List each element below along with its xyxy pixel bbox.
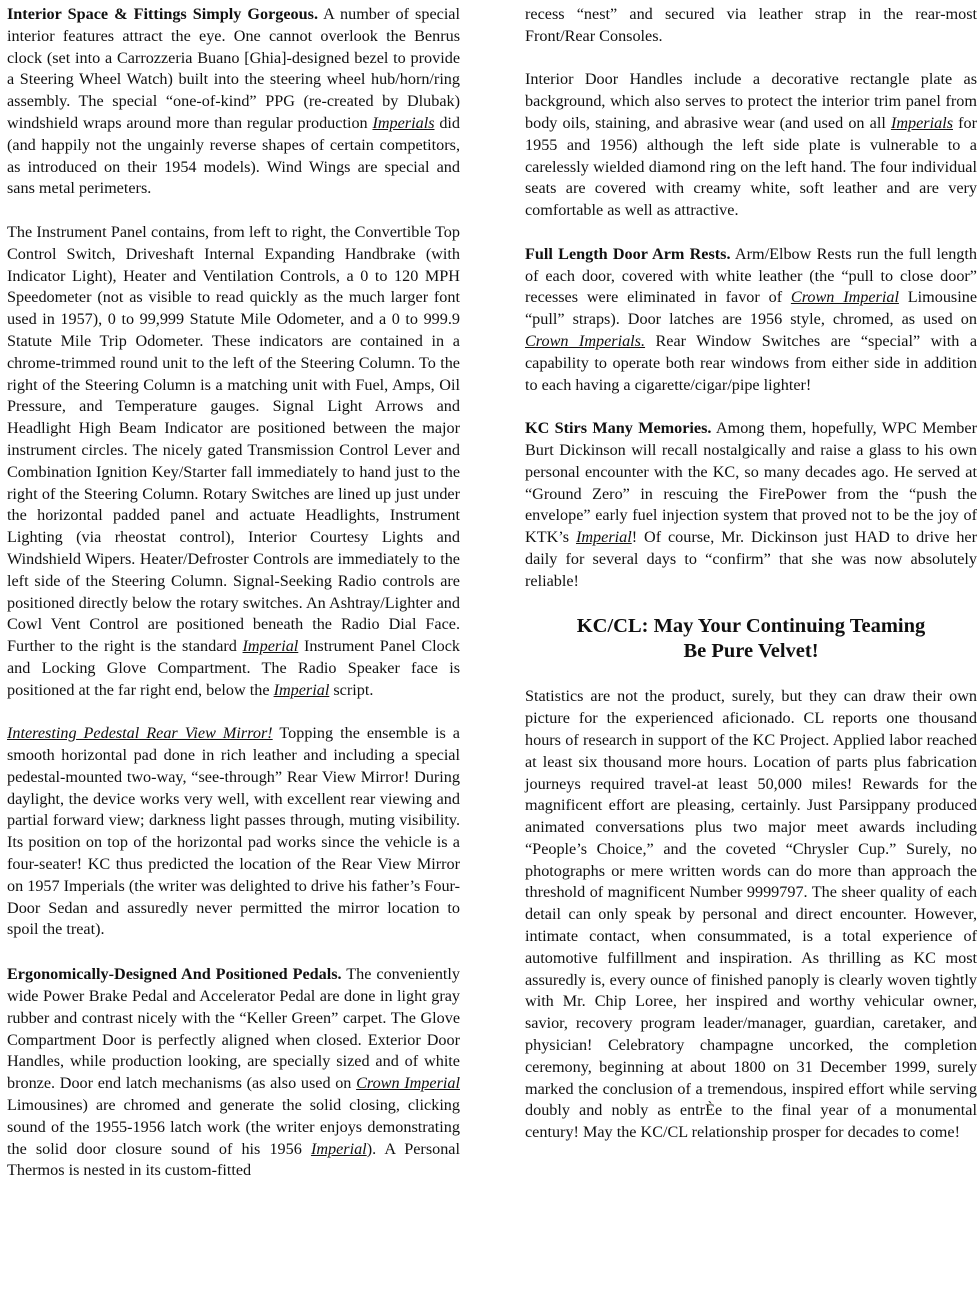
- text-segment: Instrument Panel Clock and Locking Glove Compartment. The Radio Speaker face is positioned at the far right end, below the: [7, 637, 461, 699]
- lead-pedals: Ergonomically-Designed And Positioned Pedals.: [7, 965, 342, 984]
- lead-memories: KC Stirs Many Memories.: [525, 419, 712, 438]
- underlined-term: Crown Imperials.: [525, 331, 646, 350]
- paragraph-arm-rests: [525, 244, 977, 397]
- underlined-term: Crown Imperial: [356, 1074, 460, 1093]
- text-segment: for 1955 and 1956) although the left side plate is vulnerable to a carelessly wielded diamond ring on the left hand. The four individual seats are covered with creamy white, soft leather and are very comfortable as well as attractive.: [525, 113, 978, 220]
- underlined-term: Imperial: [273, 680, 330, 699]
- text-segment: Rear Window Switches are “special” with a capability to operate both rear windows from either side in addition to each having a cigarette/cigar/pipe lighter!: [525, 331, 977, 394]
- underlined-term: Imperial: [242, 637, 299, 656]
- left-column: [7, 4, 460, 1204]
- text-segment: The conveniently wide Power Brake Pedal and Accelerator Pedal are done in light gray rubber and contrast nicely with the “Keller Green” carpet. The Glove Compartment Door is perfectly aligned when closed. Exterior Door Handles, while production looking, are specially sized and of white bronze. Door end latch mechanisms (as also used on: [7, 965, 461, 1093]
- section-heading: [525, 614, 977, 664]
- heading-line-2: Be Pure Velvet!: [683, 640, 819, 663]
- text-segment: Limousines) are chromed and generate the solid closing, clicking sound of the 1955-1956 latch work (the writer enjoys demonstrating the solid door closure sound of his 1956: [7, 1096, 460, 1158]
- underlined-term: Crown Imperial: [790, 288, 899, 307]
- underlined-term: Imperial: [575, 528, 632, 547]
- paragraph-instrument-panel: [7, 222, 460, 702]
- text-segment: The Instrument Panel contains, from left to right, the Convertible Top Control Switch, Driveshaft Internal Expanding Handbrake (with Indicator Light), Heater and Ventilation Controls, a 0 to 120 MPH Speedometer (not as visible to read quickly as the much larger font used in 1957), 0 to 99,999 Statute Mile Odometer, and a 0 to 999.9 Statute Mile Trip Odometer. These indicators are contained in a chrome-trimmed round unit to the left of the Steering Column. To the right of the Steering Column is a matching unit with Fuel, Amps, Oil Pressure, and Temperature gauges. Signal Light Arrows and Headlight High Beam Indicator are positioned between the major instrument circles. The nicely gated Transmission Control Lever and Combination Ignition Key/Starter fall immediately to hand just to the right of the Steering Column. Rotary Switches are lined up just under the horizontal padded panel and actuate Headlights, Instrument Lighting (via rheostat control), Interior Courtesy Lights and Windshield Wipers. Heater/Defroster Controls are immediately to the left side of the Steering Column. Signal-Seeking Radio controls are positioned directly below the rotary switches. An Ashtray/Lighter and Cowl Vent Control are positioned beneath the Radio Dial Face. Further to the right is the standard: [7, 222, 460, 656]
- paragraph-statistics: [525, 686, 977, 1144]
- paragraph-pedals: [7, 964, 460, 1182]
- underlined-term: Imperials: [890, 113, 953, 132]
- underlined-term: Imperial: [310, 1139, 367, 1158]
- text-segment: Statistics are not the product, surely, but they can draw their own picture for the experienced aficionado. CL reports one thousand hours of research in support of the KC Project. Applied labor reached at least six thousand more hours. Location of parts plus fabrication journeys required travel-at least 50,000 miles! Rewards for the magnificent effort are pleasing, certainly. Just Parsippany produced animated conversations plus two major meet awards including “People’s Choice,” and the coveted “Chrysler Cup.” Surely, no photographs or mere written words can do more than approach the threshold of magnificent Number 9999797. The sheer quality of each detail can only speak by personal and direct encounter. However, intimate contact, when consummated, is a total experience of automotive fulfillment and inspiration. As thrilling as KC most assuredly is, every ounce of finished panoply is clearly woven tightly with Mr. Chip Loree, her inspired and worthy vehicular owner, savior, recovery program leader/manager, guardian, caretaker, and physician! Celebratory champagne uncorked, the completion ceremony, beginning at about 1800 on 31 December 1999, surely marked the conclusion of a tremendous, inspired effort while serving doubly and nobly as entrÈe to the final year of a monumental century! May the KC/CL relationship prosper for decades to come!: [525, 687, 977, 1142]
- right-column: [525, 4, 977, 1166]
- paragraph-rear-view-mirror: [7, 723, 460, 941]
- text-segment: Among them, hopefully, WPC Member Burt Dickinson will recall nostalgically and raise a glass to his own personal encounter with the KC, so many decades ago. He served at “Ground Zero” in rescuing the FirePower from the “push the envelope” early fuel injection system that proved not to be the joy of KTK’s: [525, 419, 977, 547]
- paragraph-interior-space: [7, 4, 460, 200]
- paragraph-memories: [525, 418, 977, 592]
- paragraph-door-handles: [525, 69, 977, 222]
- lead-arm-rests: Full Length Door Arm Rests.: [525, 244, 731, 263]
- text-segment: script.: [329, 680, 374, 699]
- lead-interior-space: Interior Space & Fittings Simply Gorgeous.: [7, 5, 318, 23]
- underlined-lead-mirror: Interesting Pedestal Rear View Mirror!: [7, 724, 273, 743]
- underlined-term: Imperials: [372, 113, 435, 132]
- text-segment: did (and happily not the ungainly reverse shapes of certain competitors, as introduced on their 1954 models). Wind Wings are special and sans metal perimeters.: [7, 113, 460, 198]
- text-segment: Arm/Elbow Rests run the full length of each door, covered with white leather (the “pull to close door” recesses were eliminated in favor of: [525, 244, 977, 307]
- text-segment: A number of special interior features attract the eye. One cannot overlook the Benrus clock (set into a Carrozzeria Buano [Ghia]-designed bezel to provide a Steering Wheel Watch) built into the steering wheel hub/horn/ring assembly. The special “one-of-kind” PPG (re-created by Dlubak) windshield wraps around more than regular production: [7, 5, 460, 132]
- text-segment: ! Of course, Mr. Dickinson just HAD to drive her daily for several days to “confirm” that she was now absolutely reliable!: [525, 528, 977, 590]
- text-segment: recess “nest” and secured via leather strap in the rear-most Front/Rear Consoles.: [525, 5, 977, 45]
- text-segment: Topping the ensemble is a smooth horizontal pad done in rich leather and including a special pedestal-mounted two-way, “see-through” Rear View Mirror! During daylight, the device works very well, with excellent rear viewing and partial forward view; darkness light passes through, muting visibility. Its position on top of the horizontal pad works since the vehicle is a four-seater! KC thus predicted the location of the Rear View Mirror on 1957 Imperials (the writer was delighted to drive his father’s Four-Door Sedan and assuredly never permitted the mirror location to spoil the treat).: [7, 724, 460, 939]
- text-segment: ). A Personal Thermos is nested in its custom-fitted: [7, 1139, 460, 1180]
- text-segment: Limousine “pull” straps). Door latches are 1956 style, chromed, as used on: [525, 288, 978, 329]
- heading-line-1: KC/CL: May Your Continuing Teaming: [576, 615, 926, 638]
- text-segment: Interior Door Handles include a decorative rectangle plate as background, which also serves to protect the interior trim panel from body oils, staining, and abrasive wear (and used on all: [525, 70, 977, 132]
- paragraph-thermos-continued: [525, 4, 977, 48]
